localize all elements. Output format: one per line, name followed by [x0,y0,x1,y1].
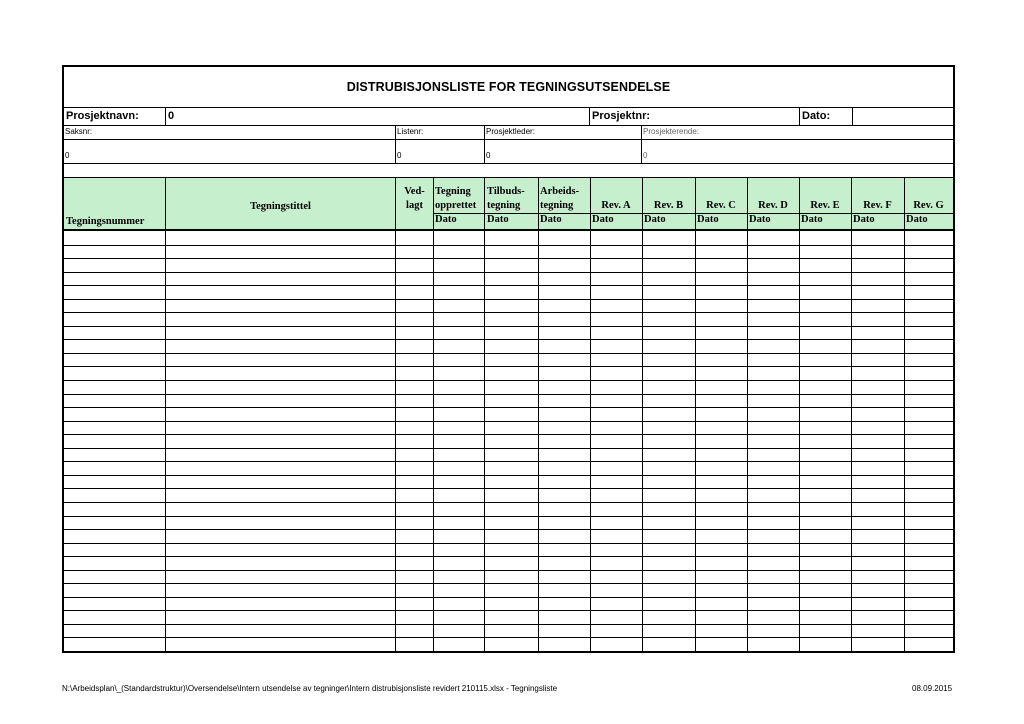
grid-line [64,488,953,489]
grid-line [64,258,953,259]
footer-file-path: N:\Arbeidsplan\_(Standardstruktur)\Oversendelse\Intern utsendelse av tegninger\Intern distrubisjonsliste revidert 210115.xlsx - Tegningsliste [62,684,558,693]
divider [64,107,953,108]
divider [484,125,485,163]
project-leader-label: Prosjektleder: [486,127,535,136]
grid-line [799,178,800,651]
case-no-label: Saksnr: [65,127,93,136]
col-attached-line1: Ved- [404,186,425,197]
grid-line [64,421,953,422]
distribution-sheet [62,65,955,653]
date-sub-work: Dato [540,214,562,225]
grid-line [747,178,748,651]
col-created-line2: opprettet [435,200,477,211]
date-sub-created: Dato [435,214,457,225]
divider [395,125,396,163]
grid-line [64,448,953,449]
date-sub-rev-g: Dato [906,214,928,225]
case-no-value[interactable]: 0 [65,151,70,160]
col-rev-f: Rev. F [863,200,892,211]
divider [589,107,590,125]
date-sub-offer: Dato [487,214,509,225]
grid-line [538,178,539,651]
grid-line [64,556,953,557]
grid-line [695,178,696,651]
grid-line [64,312,953,313]
grid-line [64,502,953,503]
col-work-line2: tegning [540,200,574,211]
document-title: DISTRUBISJONSLISTE FOR TEGNINGSUTSENDELSE [346,80,671,94]
project-name-label: Prosjektnavn: [66,110,139,122]
grid-line [433,178,434,651]
divider [799,107,800,125]
date-sub-rev-f: Dato [853,214,875,225]
col-drawing-title: Tegningstittel [250,201,311,212]
grid-line [64,597,953,598]
divider [165,107,166,125]
col-offer-line2: tegning [487,200,521,211]
grid-line [64,570,953,571]
grid-line [642,178,643,651]
col-rev-e: Rev. E [810,200,840,211]
col-rev-b: Rev. B [653,200,684,211]
project-leader-value[interactable]: 0 [486,151,491,160]
grid-line [64,366,953,367]
col-rev-g: Rev. G [913,200,944,211]
divider [852,107,853,125]
grid-line [64,245,953,246]
grid-line [64,394,953,395]
date-sub-rev-c: Dato [697,214,719,225]
col-rev-a: Rev. A [601,200,631,211]
grid-line [64,516,953,517]
grid-line [64,475,953,476]
grid-line [904,178,905,651]
col-work-line1: Arbeids- [540,186,580,197]
col-rev-d: Rev. D [758,200,788,211]
grid-line [64,583,953,584]
col-drawing-number: Tegningsnummer [66,216,145,227]
col-created-line1: Tegning [435,186,471,197]
grid-line [64,461,953,462]
grid-line [64,529,953,530]
footer-date: 08.09.2015 [912,684,953,693]
col-rev-c: Rev. C [706,200,736,211]
grid-line [433,213,953,214]
date-sub-rev-b: Dato [644,214,666,225]
grid-line [64,637,953,638]
divider [64,139,953,140]
designers-label: Prosjekterende: [643,127,700,136]
grid-line [165,178,166,651]
designers-value[interactable]: 0 [643,151,648,160]
grid-line [484,178,485,651]
grid-line [64,229,953,231]
divider [641,125,642,163]
date-label: Dato: [802,110,831,122]
grid-line [64,272,953,273]
grid-line [64,285,953,286]
divider [64,125,953,126]
divider [64,163,953,164]
project-no-label: Prosjektnr: [592,110,651,122]
grid-line [590,178,591,651]
grid-line [395,178,396,651]
grid-line [851,178,852,651]
grid-line [64,339,953,340]
grid-line [64,610,953,611]
date-sub-rev-d: Dato [749,214,771,225]
col-offer-line1: Tilbuds- [487,186,525,197]
grid-line [64,624,953,625]
project-name-value[interactable]: 0 [168,110,175,122]
list-no-value[interactable]: 0 [397,151,402,160]
grid-line [64,326,953,327]
col-attached-line2: lagt [406,200,423,211]
date-sub-rev-a: Dato [592,214,614,225]
grid-line [64,299,953,300]
list-no-label: Listenr: [397,127,424,136]
date-sub-rev-e: Dato [801,214,823,225]
grid-line [64,543,953,544]
grid-line [64,407,953,408]
grid-line [64,380,953,381]
grid-line [64,434,953,435]
grid-line [64,353,953,354]
